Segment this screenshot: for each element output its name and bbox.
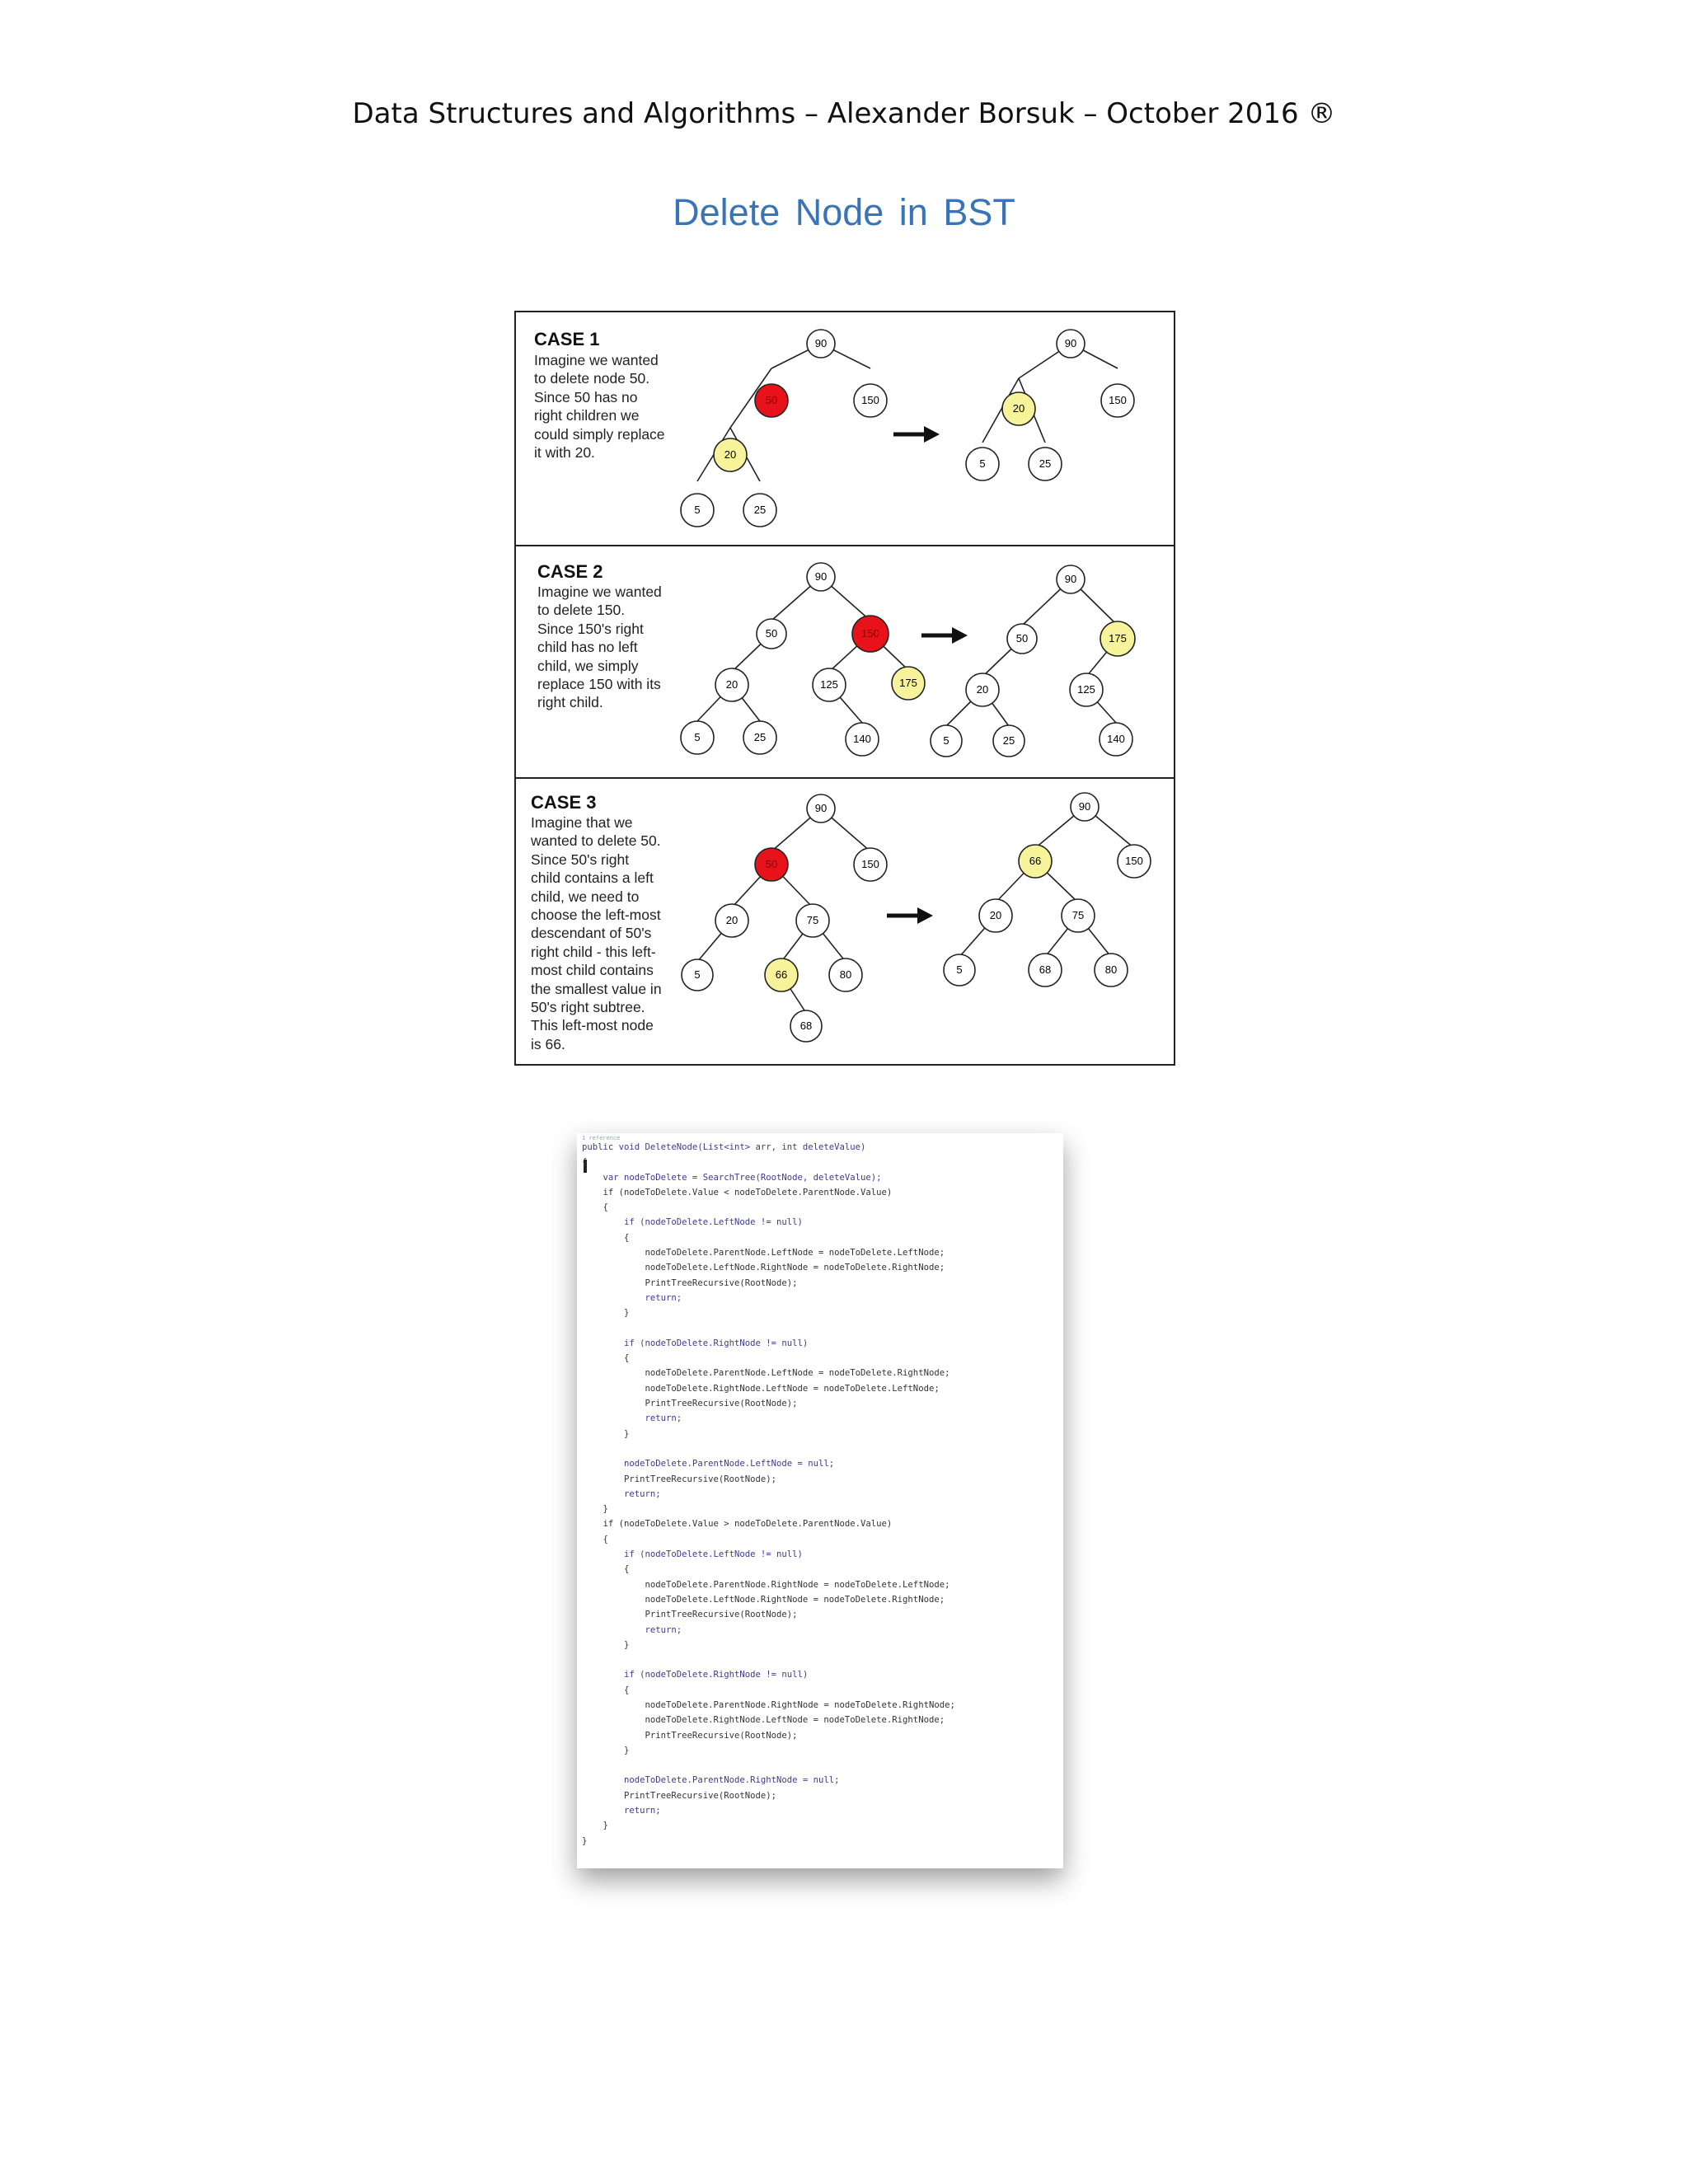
code-line: nodeToDelete.ParentNode.RightNode = null;: [582, 1775, 840, 1786]
node-label: 90: [814, 802, 828, 814]
node-label: 175: [1109, 632, 1127, 644]
tree-node: [743, 721, 776, 754]
node-label: 125: [820, 678, 838, 691]
code-line: }: [582, 1835, 588, 1846]
code-screenshot: [577, 1133, 1063, 1868]
node-label: 90: [814, 337, 828, 349]
code-line: nodeToDelete.ParentNode.LeftNode = nodeToDelete.RightNode;: [582, 1368, 950, 1379]
node-label: 25: [753, 504, 767, 516]
tree-node-replacement: [765, 958, 798, 991]
code-line: }: [582, 1745, 630, 1755]
code-line: PrintTreeRecursive(RootNode);: [582, 1610, 798, 1620]
code-line: nodeToDelete.RightNode.LeftNode = nodeToDelete.LeftNode;: [582, 1383, 940, 1394]
code-line: {: [582, 1685, 630, 1695]
code-line: [582, 1321, 955, 1336]
code-line: PrintTreeRecursive(RootNode);: [582, 1790, 776, 1801]
node-label: 50: [765, 858, 778, 870]
node-label: 150: [1125, 855, 1143, 867]
code-line: nodeToDelete.LeftNode.RightNode = nodeToDelete.RightNode;: [582, 1263, 945, 1273]
code-line: if (nodeToDelete.Value < nodeToDelete.ParentNode.Value): [582, 1187, 893, 1197]
code-line: nodeToDelete.LeftNode.RightNode = nodeToDelete.RightNode;: [582, 1594, 945, 1605]
tree-node-deleted: [852, 616, 889, 652]
code-line: {: [582, 1157, 588, 1168]
code-line: {: [582, 1534, 608, 1544]
tree-node-replacement: [892, 667, 925, 700]
code-line: PrintTreeRecursive(RootNode);: [582, 1730, 798, 1741]
node-label: 68: [1039, 963, 1052, 976]
code-line: PrintTreeRecursive(RootNode);: [582, 1399, 798, 1409]
code-line: [582, 1441, 955, 1456]
arrow-icon: [893, 426, 940, 443]
case-1-description: Imagine we wanted to delete node 50. Since 50 has no right children we could simply replace it with 20.: [534, 352, 665, 462]
code-line: var nodeToDelete = SearchTree(RootNode, deleteValue);: [582, 1172, 882, 1183]
code-line: nodeToDelete.ParentNode.LeftNode = null;: [582, 1459, 835, 1469]
tree-node: [854, 848, 887, 881]
node-label: 50: [765, 627, 778, 640]
node-label: 150: [861, 627, 879, 640]
tree-node: [757, 619, 786, 649]
tree-node-replacement: [714, 438, 747, 471]
code-line: [582, 1652, 955, 1667]
node-label: 140: [1107, 733, 1125, 745]
code-line: return;: [582, 1413, 682, 1424]
tree-node: [682, 959, 713, 991]
code-line: if (nodeToDelete.LeftNode != null): [582, 1549, 803, 1560]
node-label: 66: [1029, 855, 1042, 867]
tree-node: [1101, 384, 1134, 417]
tree-node: [681, 721, 714, 754]
code-line: return;: [582, 1806, 661, 1816]
code-line: }: [582, 1308, 630, 1319]
node-label: 5: [694, 968, 701, 981]
code-line: }: [582, 1504, 608, 1515]
node-label: 150: [1109, 394, 1127, 406]
node-label: 20: [989, 909, 1002, 921]
node-label: 80: [839, 968, 852, 981]
page-header: Data Structures and Algorithms – Alexander Borsuk – October 2016 ®: [352, 97, 1336, 130]
node-label: 20: [725, 678, 738, 691]
code-line: PrintTreeRecursive(RootNode);: [582, 1277, 798, 1288]
case-3-before-tree: [682, 794, 887, 1042]
node-label: 140: [853, 733, 871, 745]
arrow-icon: [921, 627, 968, 644]
node-label: 175: [899, 677, 917, 689]
node-label: 150: [861, 394, 879, 406]
tree-node: [796, 904, 829, 937]
case-3-title: CASE 3: [531, 792, 597, 813]
tree-node: [807, 563, 835, 591]
node-label: 20: [724, 448, 737, 461]
node-label: 20: [725, 914, 738, 926]
tree-node: [807, 794, 835, 823]
node-label: 75: [1071, 909, 1085, 921]
code-line: {: [582, 1564, 630, 1575]
code-line: {: [582, 1202, 608, 1213]
tree-node: [944, 954, 975, 986]
tree-node: [1062, 899, 1095, 932]
node-label: 5: [694, 504, 701, 516]
tree-node: [1057, 330, 1085, 358]
tree-node-replacement: [1100, 621, 1135, 656]
tree-node: [1057, 565, 1085, 593]
tree-node-replacement: [1002, 392, 1035, 425]
case-3-description: Imagine that we wanted to delete 50. Since 50's right child contains a left child, we need to choose the left-most descendant of 50's right child - this left- most child contains the smallest value in 50's right subtree. This left-most node is 66.: [531, 814, 662, 1052]
tree-node: [993, 725, 1025, 757]
case-3-diagram: [516, 779, 1174, 1064]
code-line: nodeToDelete.ParentNode.RightNode = nodeToDelete.LeftNode;: [582, 1579, 950, 1590]
tree-node: [1007, 624, 1037, 654]
tree-node: [1029, 448, 1062, 480]
code-line: nodeToDelete.ParentNode.RightNode = nodeToDelete.RightNode;: [582, 1699, 955, 1710]
code-line: PrintTreeRecursive(RootNode);: [582, 1474, 776, 1484]
node-label: 90: [1078, 800, 1091, 813]
code-line: if (nodeToDelete.RightNode != null): [582, 1670, 809, 1680]
node-label: 50: [1015, 632, 1029, 644]
tree-node: [966, 448, 999, 480]
references-label: 1 reference: [582, 1135, 621, 1141]
node-label: 80: [1104, 963, 1118, 976]
case-1-title: CASE 1: [534, 329, 600, 349]
tree-node: [846, 723, 879, 756]
node-label: 68: [799, 1019, 813, 1032]
code-block: [582, 1140, 955, 1849]
node-label: 25: [753, 731, 767, 743]
tree-node: [681, 494, 714, 527]
code-line: return;: [582, 1488, 661, 1499]
bst-cases-figure: [514, 311, 1175, 1066]
tree-node: [1100, 723, 1132, 756]
case-3-panel: [516, 779, 1174, 1064]
node-label: 20: [1012, 402, 1025, 415]
node-label: 20: [976, 683, 989, 696]
node-label: 25: [1039, 457, 1052, 470]
node-label: 90: [814, 570, 828, 583]
tree-node: [1070, 673, 1103, 706]
code-line: [582, 1758, 955, 1773]
tree-node: [790, 1010, 822, 1042]
code-line: {: [582, 1232, 630, 1243]
case-1-after-tree: [966, 330, 1134, 480]
tree-node: [1095, 954, 1128, 987]
case-2-title: CASE 2: [537, 561, 603, 582]
code-line: if (nodeToDelete.Value > nodeToDelete.ParentNode.Value): [582, 1519, 893, 1530]
tree-node: [715, 904, 748, 937]
node-label: 150: [861, 858, 879, 870]
node-label: 25: [1002, 734, 1015, 747]
node-label: 5: [956, 963, 963, 976]
case-1-diagram: [516, 312, 1174, 545]
code-line: }: [582, 1639, 630, 1650]
tree-node-deleted: [755, 384, 788, 417]
tree-node: [829, 958, 862, 991]
code-line: }: [582, 1821, 608, 1831]
tree-node: [979, 899, 1012, 932]
case-2-panel: [516, 546, 1174, 779]
case-2-description: Imagine we wanted to delete 150. Since 150's right child has no left child, we simply replace 150 with its right child.: [537, 583, 662, 711]
code-line: }: [582, 1428, 630, 1439]
tree-node: [1071, 793, 1099, 821]
code-line: if (nodeToDelete.LeftNode != null): [582, 1217, 803, 1228]
code-line: nodeToDelete.RightNode.LeftNode = nodeToDelete.RightNode;: [582, 1715, 945, 1726]
code-line: if (nodeToDelete.RightNode != null): [582, 1338, 809, 1348]
case-2-after-tree: [931, 565, 1135, 757]
tree-node: [813, 668, 846, 701]
node-label: 75: [806, 914, 819, 926]
case-1-panel: [516, 312, 1174, 546]
node-label: 90: [1064, 337, 1077, 349]
case-3-after-tree: [944, 793, 1151, 987]
tree-node-deleted: [755, 848, 788, 881]
tree-node: [1118, 845, 1151, 878]
node-label: 66: [775, 968, 788, 981]
arrow-icon: [887, 907, 933, 924]
code-line: public void DeleteNode(List<int> arr, int deleteValue): [582, 1142, 866, 1152]
case-2-before-tree: [681, 563, 925, 756]
tree-node: [743, 494, 776, 527]
node-label: 125: [1077, 683, 1095, 696]
code-line: return;: [582, 1292, 682, 1303]
node-label: 5: [979, 457, 986, 470]
case-1-before-tree: [681, 330, 887, 527]
page-title: Delete Node in BST: [673, 191, 1015, 233]
tree-node: [931, 725, 962, 757]
node-label: 90: [1064, 573, 1077, 585]
tree-node: [1029, 954, 1062, 987]
tree-node: [807, 330, 835, 358]
code-line: {: [582, 1353, 630, 1364]
tree-node-replacement: [1019, 845, 1052, 878]
tree-node: [854, 384, 887, 417]
case-2-diagram: [516, 546, 1174, 777]
code-line: return;: [582, 1624, 682, 1635]
tree-node: [715, 668, 748, 701]
code-line: nodeToDelete.ParentNode.LeftNode = nodeToDelete.LeftNode;: [582, 1248, 945, 1258]
node-label: 50: [765, 394, 778, 406]
tree-node: [966, 673, 999, 706]
node-label: 5: [694, 731, 701, 743]
node-label: 5: [943, 734, 950, 747]
